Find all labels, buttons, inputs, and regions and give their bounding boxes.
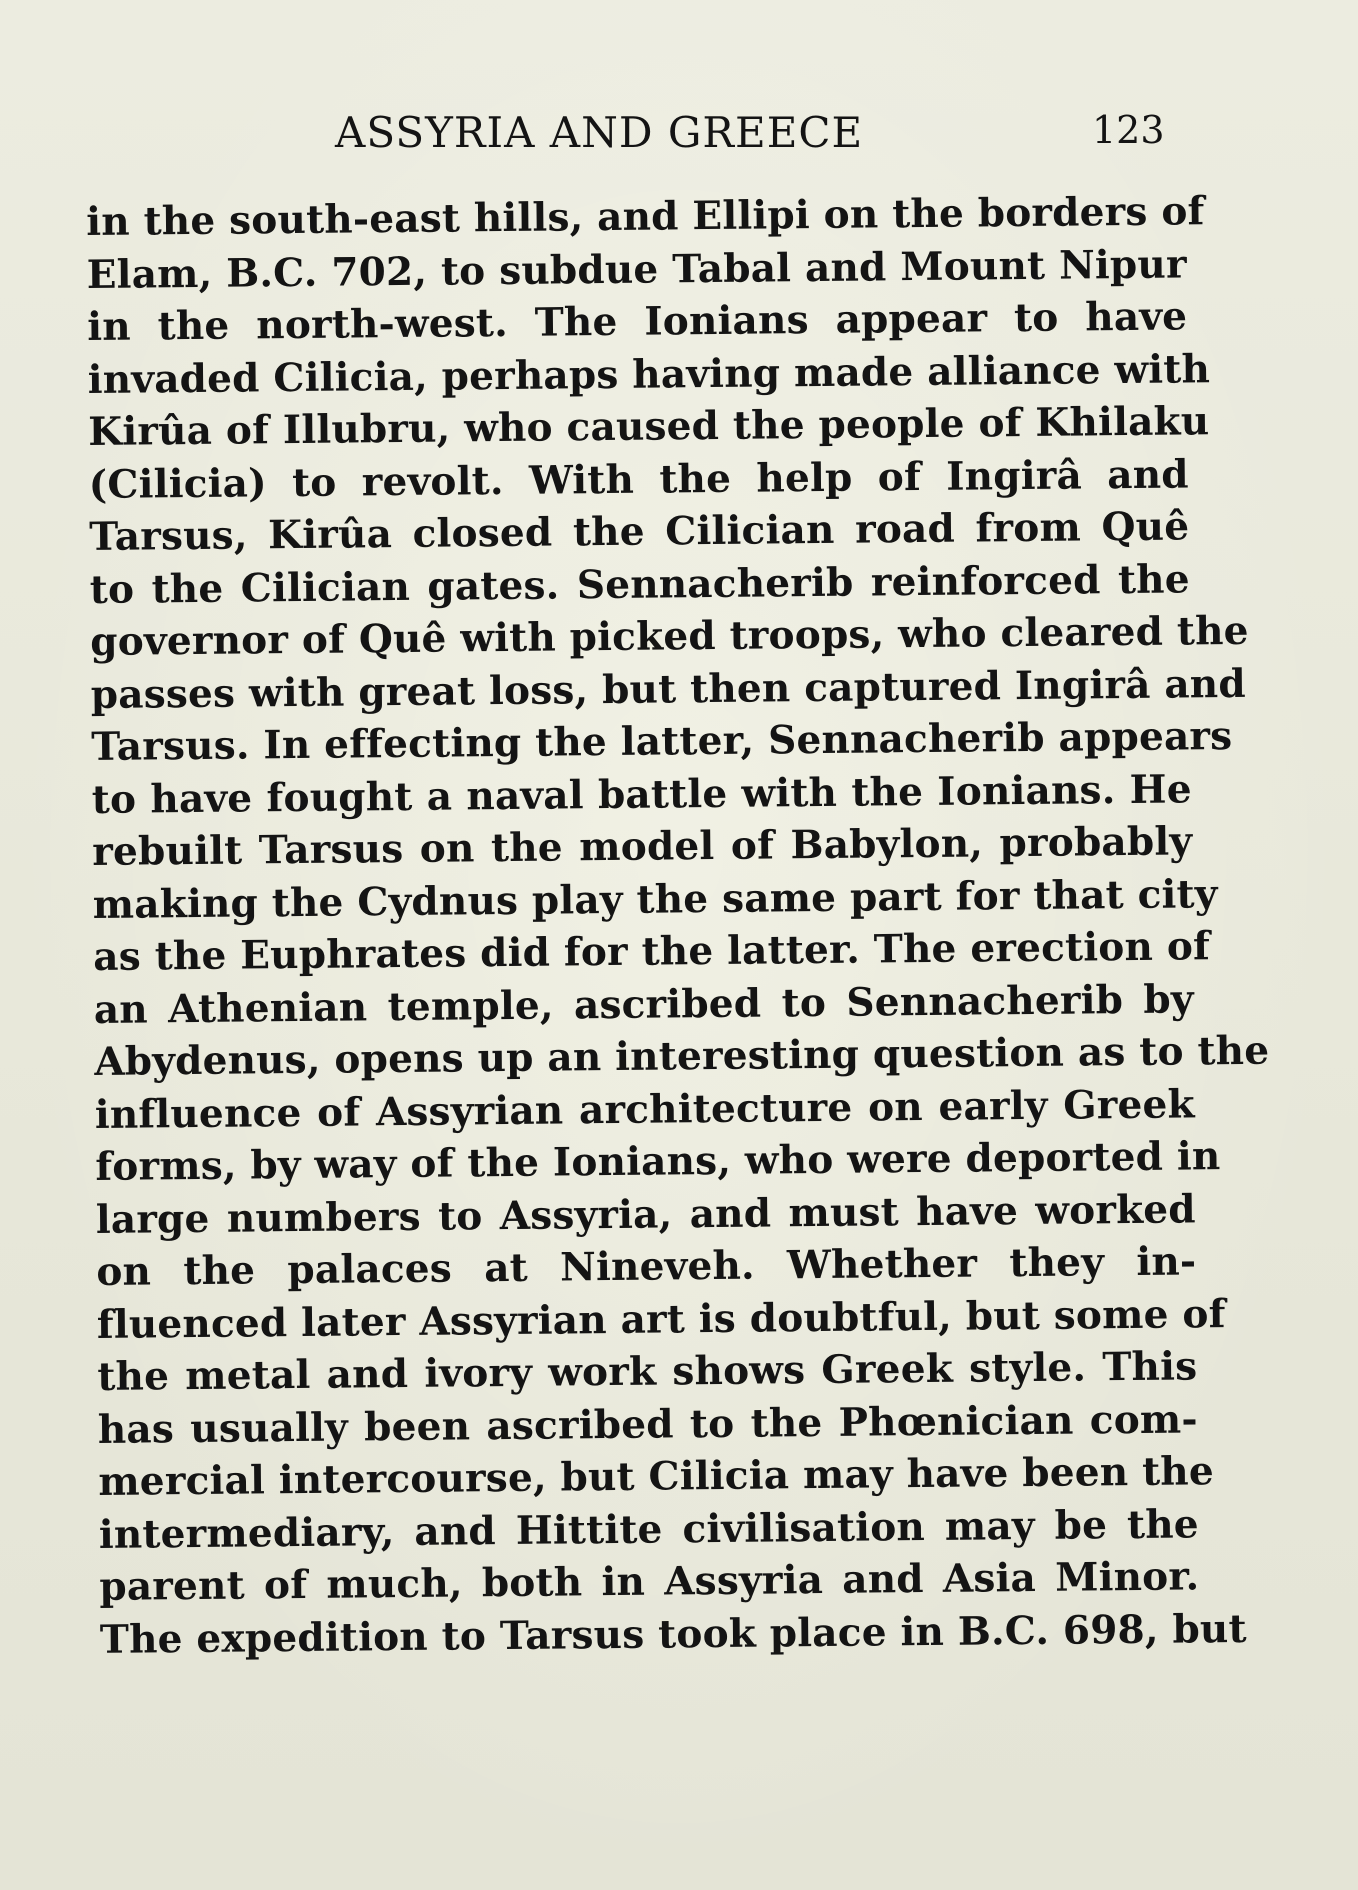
text-line: has usually been ascribed to the Phœnician com- [97,1395,1199,1453]
text-line: governor of Quê with picked troops, who cleared the [90,607,1249,665]
text-line: forms, by way of the Ionians, who were deported in [95,1133,1221,1190]
text-line: (Cilicia) to revolt. With the help of Ingirâ and [88,450,1189,508]
text-line: intermediary, and Hittite civilisation may be the [98,1500,1200,1558]
text-line: Tarsus. In effecting the latter, Sennacherib appears [91,713,1233,770]
text-line: rebuilt Tarsus on the model of Babylon, probably [92,818,1193,875]
text-line: in the south-east hills, and Ellipi on the borders of [86,188,1205,245]
text-line: Tarsus, Kirûa closed the Cilician road from Quê [89,503,1190,560]
text-line: making the Cydnus play the same part for that city [92,870,1218,928]
text-line: passes with great loss, but then captured Ingirâ and [90,660,1247,718]
text-line: Kirûa of Illubru, who caused the people of Khilaku [88,398,1210,455]
running-head: ASSYRIA AND GREECE [335,108,864,157]
text-line: to the Cilician gates. Sennacherib reinforced the [89,555,1190,613]
body-text [86,185,1270,1665]
text-line: to have fought a naval battle with the Ionians. He [91,765,1192,823]
text-line: The expedition to Tarsus took place in B.C. 698, but [99,1605,1247,1663]
text-line: an Athenian temple, ascribed to Sennacherib by [93,975,1194,1033]
page-number: 123 [1092,108,1165,152]
text-line: on the palaces at Nineveh. Whether they in- [96,1238,1197,1295]
text-line: as the Euphrates did for the latter. The erection of [93,923,1211,980]
text-line: the metal and ivory work shows Greek style. This [97,1343,1198,1400]
page-header [0,108,1358,168]
text-line: influence of Assyrian architecture on early Greek [94,1080,1195,1138]
text-line: in the north-west. The Ionians appear to have [87,293,1188,350]
text-line: parent of much, both in Assyria and Asia Minor. [99,1553,1200,1610]
text-line: large numbers to Assyria, and must have worked [95,1185,1196,1243]
text-line: Abydenus, opens up an interesting question as to the [94,1027,1270,1085]
text-line: mercial intercourse, but Cilicia may have been the [98,1448,1215,1505]
text-line: Elam, B.C. 702, to subdue Tabal and Mount Nipur [86,240,1187,298]
text-line: invaded Cilicia, perhaps having made alliance with [87,345,1211,403]
text-line: fluenced later Assyrian art is doubtful, but some of [96,1290,1226,1348]
